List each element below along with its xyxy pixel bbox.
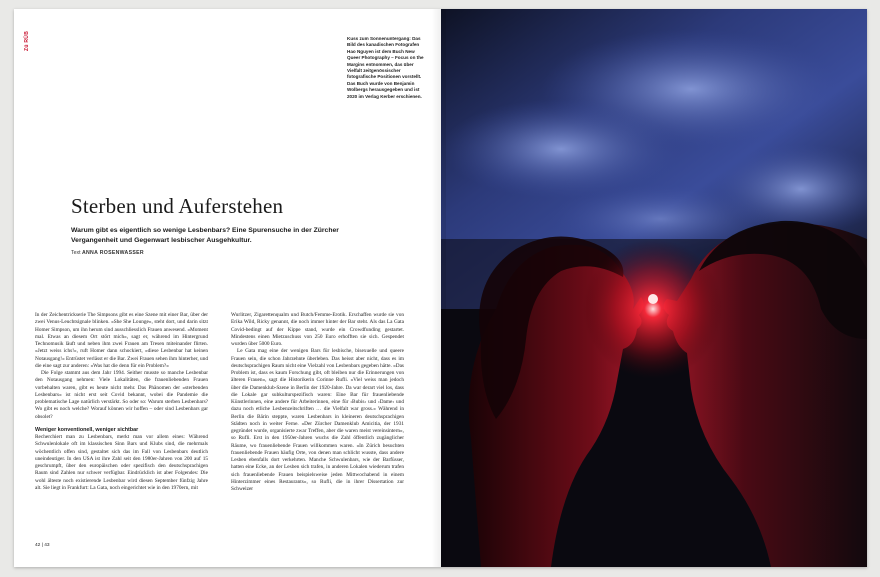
text-column-1: [35, 312, 208, 492]
paragraph: Wurlitzer, Zigarettenqualm und Butch/Femme-Erotik. Erschaffen wurde sie von Erika Wild, Ricky genannt, die noch immer hinter der Bar steht. Als das La Gata Covid-bedingt auf der Kippe stand, wurde ein Crowdfunding gestartet. Mindestens einen Mietzuschuss von 250 Euro erhofften sie sich. Gespendet wurden über 5000 Euro.: [231, 312, 404, 347]
paragraph: Die Folge stammt aus dem Jahr 1994. Seither musste so manche Lesbenbar den Notausgang nehmen: Viele Lokalitäten, die frauenliebenden Frauen vorbehalten waren, gibt es heute nicht mehr. Das Phänomen der «sterbenden Lesbenbars» ist nicht erst seit Covid bekannt, wobei die Pandemie die problematische Lage natürlich verstärkt. So oder so: Warum sterben Lesbenbars? Wo gibt es noch welche? Worauf können wir hoffen – oder sind Lesbenbars gar obsolet?: [35, 370, 208, 420]
left-page: [14, 9, 441, 567]
byline-prefix: Text: [71, 250, 81, 256]
kiss-photo: [441, 9, 867, 567]
byline: [71, 250, 144, 256]
subheading: Weniger konventionell, weniger sichtbar: [35, 426, 139, 433]
red-glow: [583, 239, 723, 379]
text-column-2: [231, 312, 404, 493]
page-numbers: 42 | 43: [35, 543, 50, 548]
paragraph: Le Gata mag eine der wenigen Bars für lesbische, bisexuelle und queere Frauen sein, die schon Jahrzehnte überleben. Das heisst aber nicht, dass es im deutschsprachigen Raum nicht eine Vielzahl von Lesbenbars gegeben hätte. «Das Problem ist, dass es kaum Forschung gibt, oft bleiben nur die Erinnerungen von älteren Frauen», sagt die Historikerin Corinne Rufli. «Viel weiss man jedoch über die Damenklub-Szene in Berlin der 1920-Jahre. Da war derart viel los, dass die Lokale gar subkulturspezifisch waren: Eine Bar für frauenliebende Künstlerinnen, eine andere für Arbeiterinnen, eine für ‹Bubis› und ‹Dame› und dazu noch etliche Lesbenzeitschriften … die Vielfalt war gross.» Während in Berlin die Bärin steppte, waren Lesbenbars in kleineren deutschsprachigen Städten noch in weiter Ferne. «Der Zürcher Damenklub Amicitia, der 1931 gegründet wurde, organisierte zwar Treffen, aber die waren meist vereinsintern», so Rufli. Erst in den 1950er-Jahren wuchs die Zahl öffentlich zugänglicher Räume, wo frauenliebende Frauen willkommen waren. «In Zürich besuchten frauenliebende Frauen häufig Orte, von denen man schlicht wusste, dass andere Lesben ebenfalls dort verkehrten. Manche Schwulenbars, wie der Barfüsser, hatten eine Ecke, an der Lesben sich trafen, in anderen Lokalen wiederum trafen sich frauenliebende Frauen beispielsweise jeden Mittwochabend in einem Hinterzimmer eines Restaurants», so Rufli, die in ihrer Dissertation zur Schweizer: [231, 348, 404, 492]
spine-shadow: [432, 9, 446, 567]
photo-caption: Kuss zum Sonnenuntergang: Das Bild des kanadischen Fotografen Hao Nguyen ist dem Buch New Queer Photography – Focus on the Margins entnommen, das über Vielfalt zeitgenössischer fotografische Positionen vorstellt. Das Buch wurde von Benjamin Wolbergs herausgegeben und ist 2020 im Verlag Kerber erschienen.: [347, 36, 424, 99]
article-lead: Warum gibt es eigentlich so wenige Lesbenbars? Eine Spurensuche in der Zürcher Vergangenheit und Gegenwart lesbischer Ausgehkultur.: [71, 227, 339, 244]
right-page: [441, 9, 867, 567]
byline-author: ANNA ROSENWASSER: [81, 250, 144, 256]
article-title: Sterben und Auferstehen: [71, 194, 284, 218]
paragraph: Recherchiert man zu Lesbenbars, merkt man vor allem eines: Während Schwulenlokale oft im klassischen Sinn Bars und Klubs sind, die mehrmals wöchentlich offen sind, gestaltet sich das im Fall von Lesbenbars deutlich uneindeutiger. In den USA ist ihre Zahl seit den 1980er-Jahren von 200 auf 15 geschrumpft, über den europäischen oder spezifisch den deutschsprachigen Raum sind Zahlen nur schwer verfügbar. Eindrücklich ist aber Folgendes: Die wohl älteste noch existierende Lesbenbar wird diesen September fünfzig Jahre alt. Sie liegt in Frankfurt: La Gata, noch eingerichtet wie in den 1970ern, mit: [35, 434, 208, 491]
light-spot: [648, 294, 658, 304]
section-tag: Zü RÜB: [24, 30, 30, 51]
magazine-spread: [14, 9, 867, 567]
paragraph: In der Zeichentrickserie The Simpsons gibt es eine Szene mit einer Bar, über der zwei Venus-Leuchtsignale blinken. «She She Lounge», steht dort, und darin sitzt Homer Simpson, um ihn herum sind ausschliesslich Frauen anwesend. «Moment mal. Etwas an diesem Ort stört mich», sagt er, während im Hintergrund Technomusik läuft und neben ihm zwei Frauen am Tresen miteinander flirten. «Jetzt weiss ichs!», ruft Homer dann schockiert, «diese Lesbenbar hat keinen Notausgang!» Entrüstet verlässt er die Bar. Zwei Frauen sehen ihm hinterher, und die eine sagt zur anderen: «Was hat die denn für ein Problem?»: [35, 312, 208, 369]
cloud: [441, 99, 681, 199]
